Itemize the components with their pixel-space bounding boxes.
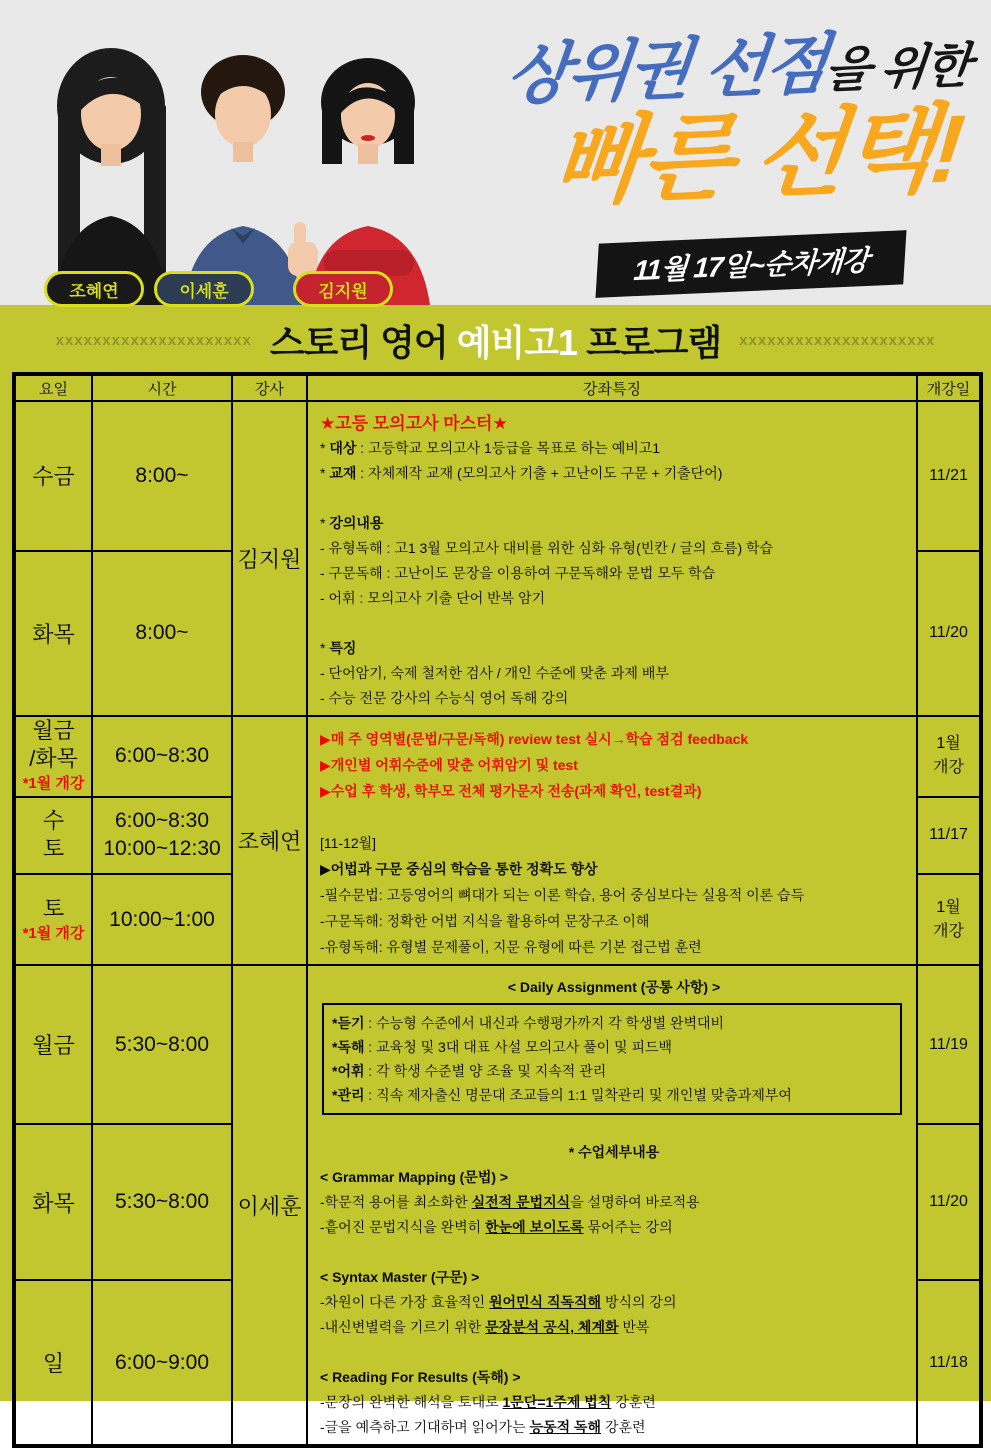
start-date-cell: 11/19 bbox=[917, 965, 981, 1124]
daily-assignment-box: *듣기 : 수능형 수준에서 내신과 수행평가까지 각 학생별 완벽대비 *독해 : 교육청 및 3대 대표 사설 모의고사 풀이 및 피드백 *어휘 : 각 학생 수준별 양 조율 및 지속적 관리 *관리 : 직속 제자출신 명문대 조교들의 1:1 밀착관리 및 개인별 맞춤과제부여 bbox=[322, 1003, 902, 1115]
day-cell: 수금 bbox=[14, 401, 92, 551]
instructor-name-badge-1: 조혜연 bbox=[44, 271, 144, 307]
start-date-cell: 11/17 bbox=[917, 797, 981, 875]
instructor-photo-1 bbox=[54, 48, 168, 305]
hero-section bbox=[0, 0, 991, 305]
start-date-cell: 1월 개강 bbox=[917, 874, 981, 965]
instructor-cell: 이세훈 bbox=[232, 965, 307, 1446]
headline-accent: 상위권 선점 bbox=[503, 26, 830, 113]
time-cell: 6:00~9:00 bbox=[92, 1280, 232, 1446]
time-cell: 5:30~8:00 bbox=[92, 1124, 232, 1280]
header-time: 시간 bbox=[92, 374, 232, 401]
instructor-name-badge-3: 김지원 bbox=[293, 271, 393, 307]
table-row bbox=[14, 965, 981, 1124]
header-features: 강좌특징 bbox=[307, 374, 917, 401]
instructor-cell: 조혜연 bbox=[232, 716, 307, 965]
features-cell-kimjiwon: ★고등 모의고사 마스터★ * 대상 : 고등학교 모의고사 1등급을 목표로 하는 예비고1 * 교재 : 자체제작 교재 (모의고사 기출 + 고난이도 구문 + 기출단어) * 강의내용 - 유형독해 : 고1 3월 모의고사 대비를 위한 심화 유형(빈칸 / 글의 흐름) 학습 - 구문독해 : 고난이도 문장을 이용하여 구문독해와 문법 모두 학습 - 어휘 : 모의고사 기출 단어 반복 암기 * 특징 - 단어암기, 숙제 철저한 검사 / 개인 수준에 맞춘 과제 배부 - 수능 전문 강사의 수능식 영어 독해 강의 bbox=[307, 401, 917, 716]
start-date-cell: 11/18 bbox=[917, 1280, 981, 1446]
time-cell: 8:00~ bbox=[92, 551, 232, 716]
instructor-photo-3 bbox=[308, 58, 430, 305]
program-banner bbox=[0, 314, 991, 366]
day-cell: 화목 bbox=[14, 1124, 92, 1280]
header-start-date: 개강일 bbox=[917, 374, 981, 401]
program-title: 스토리 영어 예비고1 프로그램 bbox=[269, 321, 722, 363]
instructor-cell: 김지원 bbox=[232, 401, 307, 716]
header-instructor: 강사 bbox=[232, 374, 307, 401]
features-cell-leesehun: < Daily Assignment (공통 사항) > *듣기 : 수능형 수준에서 내신과 수행평가까지 각 학생별 완벽대비 *독해 : 교육청 및 3대 대표 사설 모의고사 풀이 및 피드백 *어휘 : 각 학생 수준별 양 조율 및 지속적 관리 *관리 : 직속 제자출신 명문대 조교들의 1:1 밀착관리 및 개인별 맞춤과제부여 * 수업세부내용 < Grammar Mapping (문법) > -학문적 용어를 최소화한 실전적 문법지식을 설명하여 바로적용 -흩어진 문법지식을 완벽히 한눈에 보이도록 묶어주는 강의 < Syntax Master (구문) > -차원이 다른 가장 효율적인 원어민식 직독직해 방식의 강의 -내신변별력을 기르기 위한 문장분석 공식, 체계화 반복 < Reading For Results (독해) > -문장의 완벽한 해석을 토대로 1문단=1주제 법칙 강훈련 -글을 예측하고 기대하며 읽어가는 능동적 독해 강훈련 bbox=[307, 965, 917, 1446]
features-cell-johyeyeon: ▶매 주 영역별(문법/구문/독해) review test 실시→학습 점검 feedback ▶개인별 어휘수준에 맞춘 어휘암기 및 test ▶수업 후 학생, 학부모 전체 평가문자 전송(과제 확인, test결과) [11-12월] ▶어법과 구문 중심의 학습을 통한 정확도 향상 -필수문법: 고등영어의 뼈대가 되는 이론 학습, 용어 중심보다는 실용적 이론 습득 -구문독해: 정확한 어법 지식을 활용하여 문장구조 이해 -유형독해: 유형별 문제풀이, 지문 유형에 따른 기본 접근법 훈련 bbox=[307, 716, 917, 965]
time-cell: 5:30~8:00 bbox=[92, 965, 232, 1124]
time-cell: 6:00~8:30 bbox=[92, 716, 232, 797]
hero-headline bbox=[493, 26, 974, 217]
day-cell: 토 *1월 개강 bbox=[14, 874, 92, 965]
instructor-photos bbox=[6, 14, 466, 305]
table-row bbox=[14, 401, 981, 551]
time-cell: 10:00~1:00 bbox=[92, 874, 232, 965]
headline-line1 bbox=[503, 26, 974, 113]
day-cell: 월금 bbox=[14, 965, 92, 1124]
schedule-table bbox=[12, 372, 983, 1448]
instructor-name-badge-2: 이세훈 bbox=[154, 271, 254, 307]
day-cell: 일 bbox=[14, 1280, 92, 1446]
time-cell: 8:00~ bbox=[92, 401, 232, 551]
header-day: 요일 bbox=[14, 374, 92, 401]
start-date-ribbon: 11월 17일~순차개강 bbox=[595, 230, 906, 298]
headline-line2: 빠른 선택! bbox=[548, 95, 967, 217]
banner-decoration-right: xxxxxxxxxxxxxxxxxxxxx bbox=[739, 331, 936, 349]
start-date-cell: 1월 개강 bbox=[917, 716, 981, 797]
start-date-cell: 11/21 bbox=[917, 401, 981, 551]
banner-decoration-left: xxxxxxxxxxxxxxxxxxxxx bbox=[55, 331, 252, 349]
table-row bbox=[14, 716, 981, 797]
table-header-row bbox=[14, 374, 981, 401]
start-date-cell: 11/20 bbox=[917, 1124, 981, 1280]
day-cell: 월금 /화목 *1월 개강 bbox=[14, 716, 92, 797]
day-cell: 화목 bbox=[14, 551, 92, 716]
start-date-cell: 11/20 bbox=[917, 551, 981, 716]
day-cell: 수 토 bbox=[14, 797, 92, 875]
instructor-photo-2 bbox=[184, 55, 318, 305]
time-cell: 6:00~8:30 10:00~12:30 bbox=[92, 797, 232, 875]
headline-suffix: 을 위한 bbox=[822, 39, 973, 98]
